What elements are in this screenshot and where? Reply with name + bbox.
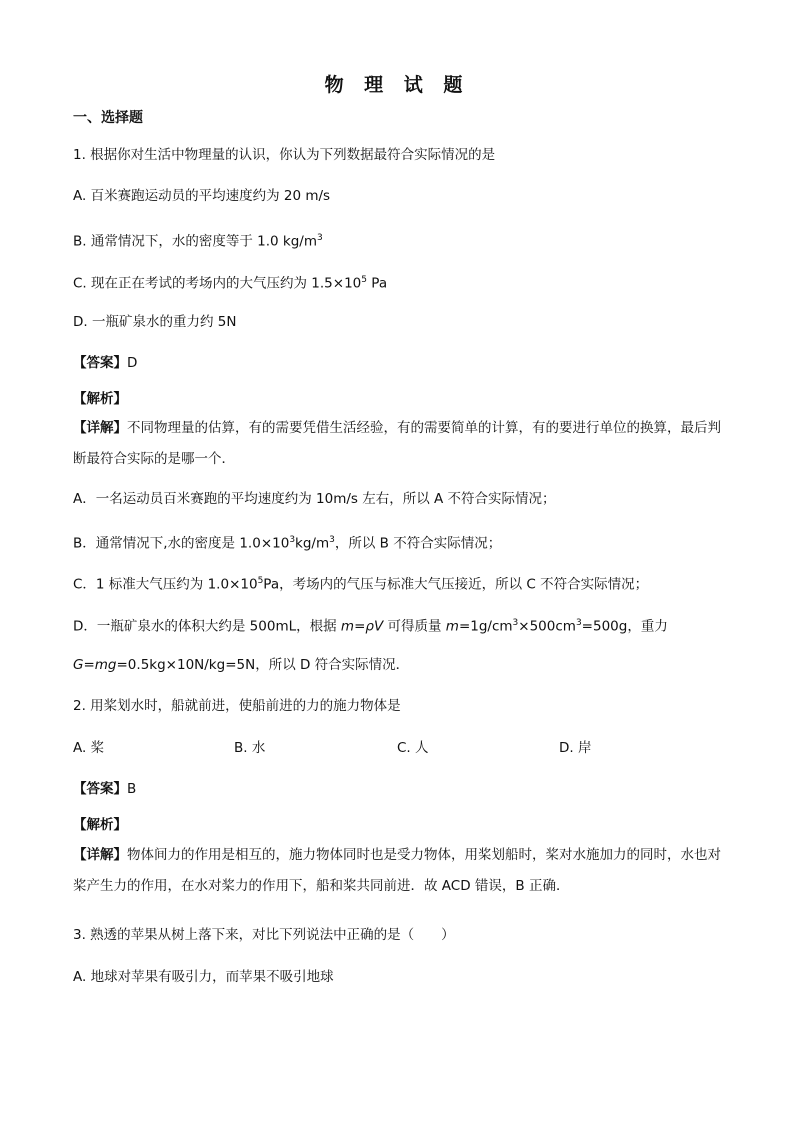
detail-c: [73, 571, 648, 595]
option-c-text: C. 现在正在考试的考场内的大气压约为 1.5×10: [73, 275, 362, 292]
detail-c-conclusion: Pa，考场内的气压与标准大气压接近，所以 C 不符合实际情况；: [263, 576, 649, 593]
detail-d-cont: [73, 655, 409, 675]
detail-c-text: C．1 标准大气压约为 1.0×10: [73, 576, 258, 593]
question-1-stem: 1. 根据你对生活中物理量的认识，你认为下列数据最符合实际情况的是: [73, 147, 496, 163]
detail-tag: 【详解】: [73, 420, 127, 436]
detail-b-text: B．通常情况下,水的密度是 1.0×10: [73, 535, 290, 552]
detail-d-text: ×500cm: [518, 618, 576, 635]
detail-d: [73, 613, 668, 637]
superscript: 5: [361, 275, 367, 285]
answer-tag: 【答案】: [73, 355, 127, 371]
detail-text: 不同物理量的估算，有的需要凭借生活经验，有的需要简单的计算，有的要进行单位的换算，最后判断最符合实际的是哪一个．: [73, 420, 721, 467]
detail-text: 物体间力的作用是相互的，施力物体同时也是受力物体，用桨划船时，桨对水施加力的同时，水也对桨产生力的作用，在水对桨力的作用下，船和桨共同前进．故 ACD 错误，B 正确．: [73, 847, 721, 894]
question-2-option-c: C. 人: [397, 740, 429, 756]
superscript: 3: [329, 535, 335, 545]
question-2-option-a: A. 桨: [73, 740, 105, 756]
page-title: 物 理 试 题: [324, 74, 470, 96]
option-b-text: B. 通常情况下，水的密度等于 1.0 kg/m: [73, 233, 317, 250]
detail-d-text: D．一瓶矿泉水的体积大约是 500mL，根据: [73, 618, 341, 635]
question-3-option-a: A. 地球对苹果有吸引力，而苹果不吸引地球: [73, 969, 334, 985]
question-2-answer: [73, 779, 136, 799]
option-c-unit: Pa: [367, 275, 388, 292]
detail-d-text: =1g/cm: [458, 618, 513, 635]
question-2-stem: 2. 用桨划水时，船就前进，使船前进的力的施力物体是: [73, 698, 401, 714]
detail-tag: 【详解】: [73, 847, 127, 863]
question-1-option-d: D. 一瓶矿泉水的重力约 5N: [73, 314, 237, 330]
detail-b: [73, 530, 501, 554]
question-1-option-a: A. 百米赛跑运动员的平均速度约为 20 m/s: [73, 188, 331, 204]
superscript: 3: [575, 618, 582, 628]
detail-d-conclusion: =0.5kg×10N/kg=5N，所以 D 符合实际情况．: [116, 657, 410, 673]
question-3-stem: 3. 熟透的苹果从树上落下来，对比下列说法中正确的是（ ）: [73, 927, 455, 943]
question-1-option-b: [73, 228, 323, 252]
question-1-option-c: [73, 270, 387, 294]
superscript: 3: [316, 233, 323, 243]
superscript: 3: [289, 535, 296, 545]
formula: G=mg: [73, 657, 117, 673]
detail-b-conclusion: ，所以 B 不符合实际情况；: [334, 535, 502, 552]
answer-value: B: [127, 781, 137, 797]
formula-var: m: [445, 618, 459, 635]
detail-a: A．一名运动员百米赛跑的平均速度约为 10m/s 左右，所以 A 不符合实际情况；: [73, 491, 556, 507]
detail-d-text: 可得质量: [383, 618, 446, 635]
question-2-analysis-tag: 【解析】: [73, 817, 127, 833]
section-heading: 一、选择题: [73, 110, 143, 126]
question-1-analysis-tag: 【解析】: [73, 391, 127, 407]
question-2-detail: [73, 840, 725, 902]
detail-b-unit: kg/m: [295, 535, 330, 552]
detail-d-text: =500g，重力: [581, 618, 668, 635]
formula: m=ρV: [340, 618, 384, 635]
question-2-option-b: B. 水: [234, 740, 266, 756]
superscript: 3: [512, 618, 519, 628]
question-1-detail: [73, 413, 725, 475]
answer-value: D: [127, 355, 138, 371]
superscript: 5: [257, 576, 264, 586]
question-1-answer: [73, 353, 137, 373]
answer-tag: 【答案】: [73, 781, 127, 797]
question-2-option-d: D. 岸: [559, 740, 592, 756]
